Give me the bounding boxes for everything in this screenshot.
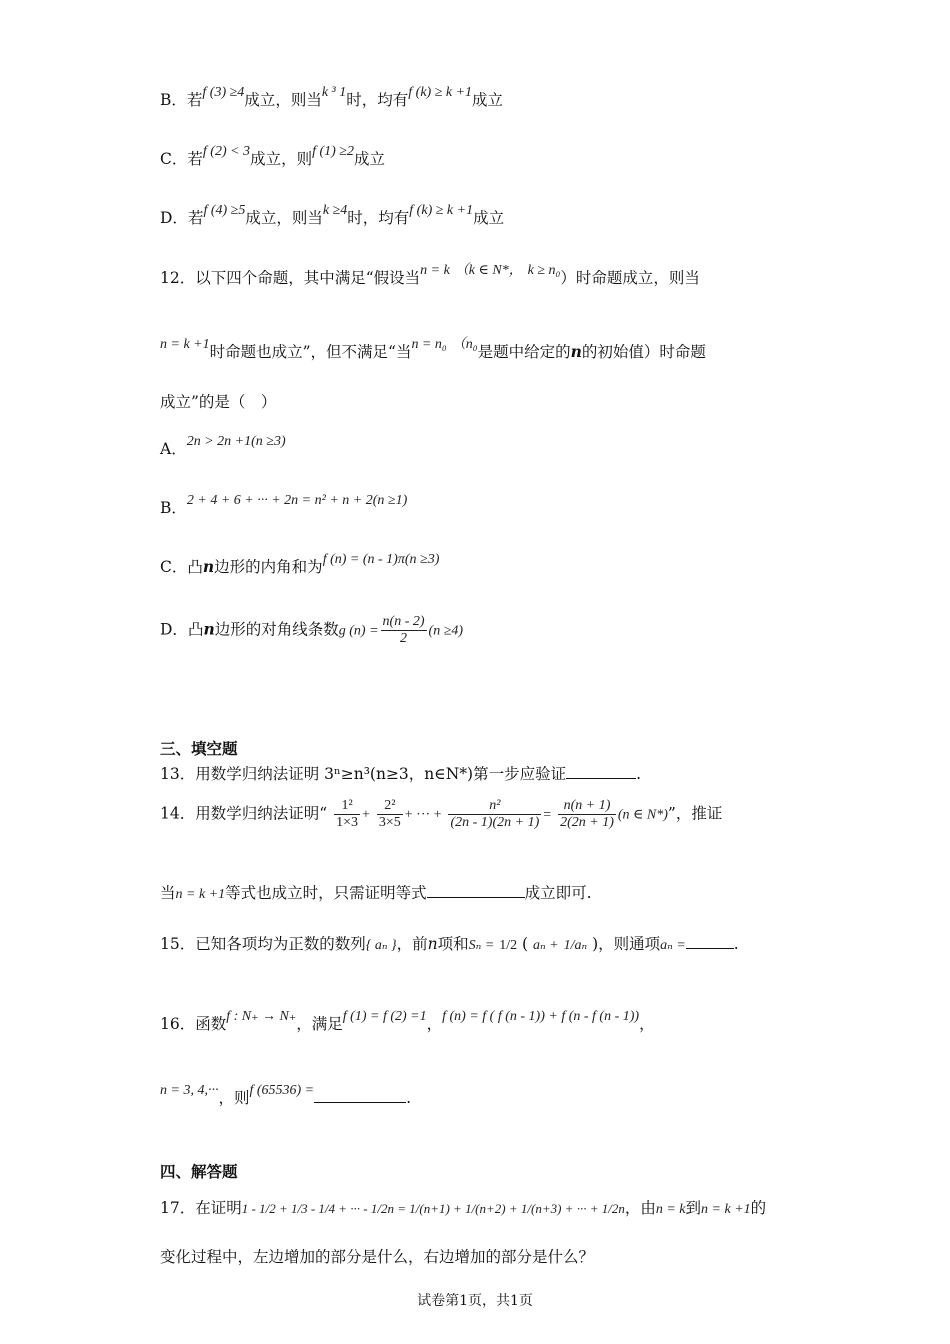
q14-line1: 14．用数学归纳法证明“ $\frac{\text{1²}}{1\times 3}$ + $\frac{\text{2²}}{3\times 5}$ + ··· + $\frac{\text{n²}}{(2n - 1)(2n + 1)}$ = $\frac{n(n + 1)}{2(2n + 1)}$ (n ∈ N*)”，推证 [160,798,723,830]
answer-blank[interactable] [686,948,734,949]
math: f (2) < 3 [202,144,251,159]
fraction: $\frac{\text{n²}}{(2n - 1)(2n + 1)}$ [450,798,540,830]
page-footer: 试卷第1页，共1页 [417,1293,533,1309]
section-title-fill-blank: 三、填空题 [160,739,238,758]
fraction: $\frac{n(n + 1)}{2(2n + 1)}$ [560,798,614,830]
q12-stem-line3: 成立”的是（ ） [160,393,277,411]
math: f (n) = (n - 1)π(n ≥3) [322,552,440,567]
fraction: $\frac{\text{1²}}{1\times 3}$ [336,798,359,830]
math: f (k) ≥ k +1 [409,203,474,218]
math: k ³ 1 [321,85,347,100]
fraction: $\frac{\text{2²}}{3\times 5}$ [378,798,401,830]
section-title-solutions: 四、解答题 [160,1162,238,1181]
math: k ≥4 [322,203,348,218]
q11-option-c: C．若f (2) < 3成立，则f (1) ≥2成立 [160,144,385,168]
math: f (k) ≥ k +1 [408,85,473,100]
q12-option-a: A．2n > 2n +1(n ≥3) [160,434,286,458]
q16-line2: n = 3, 4,···，则f (65536) = . [160,1083,412,1107]
math: 2n > 2n +1(n ≥3) [186,434,286,449]
q12-option-c: C．凸n边形的内角和为f (n) = (n - 1)π(n ≥3) [160,552,440,576]
q12-option-d: D．凸n边形的对角线条数g (n) = $\frac{n(n - 2)}{2}$ (n ≥4) [160,614,464,646]
answer-blank[interactable] [566,778,636,779]
q11-option-d: D．若f (4) ≥5成立，则当k ≥4时，均有f (k) ≥ k +1成立 [160,203,505,227]
fraction: $\frac{n(n - 2)}{2}$ [382,614,425,646]
q11-option-b: B．若f (3) ≥4成立，则当k ³ 1时，均有f (k) ≥ k +1成立 [160,85,504,109]
math: f (4) ≥5 [203,203,246,218]
q17-line1: 17．在证明1 - 1/2 + 1/3 - 1/4 + ··· - 1/2n = 1/(n+1) + 1/(n+2) + 1/(n+3) + ··· + 1/2n，由n = k到n = k +1的 [160,1199,767,1217]
q12-option-b: B．2 + 4 + 6 + ··· + 2n = n² + n + 2(n ≥1) [160,493,408,517]
math: f (1) ≥2 [312,144,354,159]
q13: 13．用数学归纳法证明 3ⁿ≥n³(n≥3，n∈N*)第一步应验证 . [160,765,642,783]
q17-line2: 变化过程中，左边增加的部分是什么，右边增加的部分是什么？ [160,1248,595,1266]
option-label: B． [160,91,187,109]
math: 2 + 4 + 6 + ··· + 2n = n² + n + 2(n ≥1) [186,493,408,508]
answer-blank[interactable] [314,1102,406,1103]
q15: 15．已知各项均为正数的数列{ aₙ }，前n项和Sₙ = 1/2 ( aₙ + 1/aₙ )，则通项aₙ = . [160,935,739,953]
q14-line2: 当n = k +1等式也成立时，只需证明等式 成立即可. [160,884,592,902]
q12-stem-line1: 12．以下四个命题，其中满足“假设当n = k （k ∈ N*， k ≥ n₀）时命题成立，则当 [160,263,700,287]
answer-blank[interactable] [427,897,525,898]
q12-stem-line2: n = k +1时命题也成立”，但不满足“当n = n₀ （n₀是题中给定的n的初始值）时命题 [160,337,706,361]
math: f (3) ≥4 [202,85,245,100]
q16-line1: 16．函数f : N₊ → N₊，满足f (1) = f (2) =1，f (n) = f ( f (n - 1)) + f (n - f (n - 1))， [160,1009,655,1033]
